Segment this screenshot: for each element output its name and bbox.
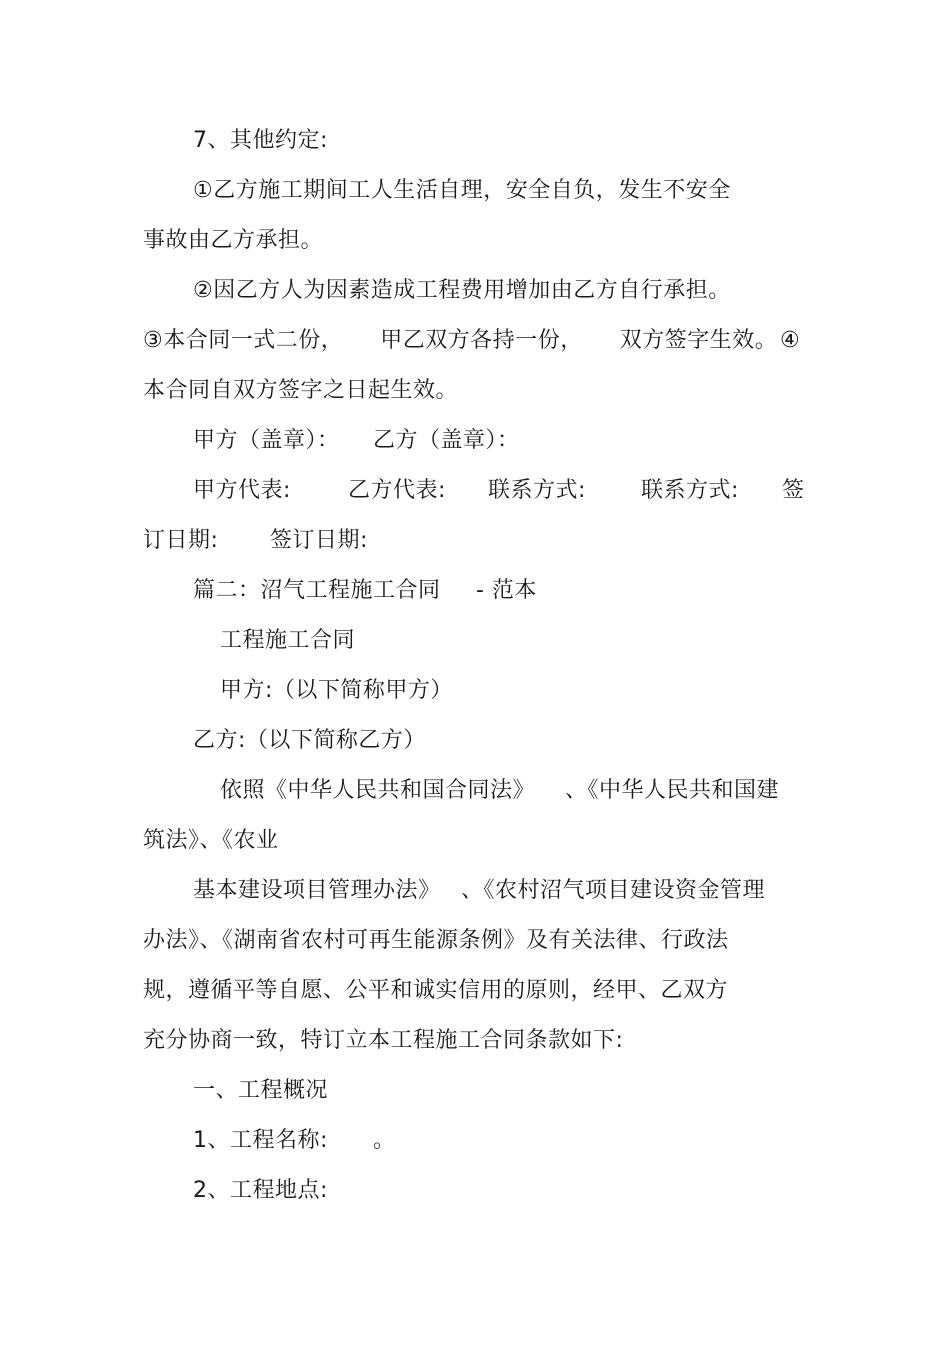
rep-a [193, 477, 291, 505]
contract-title [220, 627, 355, 655]
project-name-label: 1、工程名称: [193, 1128, 328, 1153]
sign-date-a [143, 527, 218, 555]
effective-date-text: 本合同自双方签字之日起生效。 [143, 378, 459, 403]
party-b-seal-label: 乙方（盖章）： [373, 428, 520, 453]
sign-date-b-label: 签订日期: [270, 528, 368, 553]
clause-7-heading [193, 127, 328, 155]
contact-a [488, 477, 586, 505]
clause-7-item-2-text: ②因乙方人为因素造成工程费用增加由乙方自行承担。 [193, 278, 731, 303]
clause-7-item-4-marker [780, 327, 800, 355]
project-name-line [193, 1127, 328, 1155]
sign-date-start [782, 477, 805, 505]
party-b-rep-label: 乙方代表: [348, 478, 446, 503]
clause-7-item-1-line-2 [143, 227, 323, 255]
signature-effective-text: 双方签字生效。 [619, 328, 778, 353]
party-a-text: 甲方:（以下简称甲方） [220, 678, 453, 703]
basis-line-5-text: 规，遵循平等自愿、公平和诚实信用的原则，经甲、乙双方 [143, 978, 729, 1003]
clause-7-item-4-text-line [143, 377, 458, 405]
basis-line-3a-text: 基本建设项目管理办法》 [193, 878, 441, 903]
clause-7-item-1-text-2: 事故由乙方承担。 [143, 228, 324, 253]
party-a-rep-label: 甲方代表: [193, 478, 291, 503]
clause-7-item-3-line [143, 327, 777, 355]
each-holds-text: 甲乙双方各持一份， [380, 328, 583, 353]
party-a-line [220, 677, 453, 705]
section-1-heading [193, 1077, 328, 1105]
basis-line-1b [565, 777, 779, 805]
project-name-end [373, 1127, 396, 1155]
basis-line-6 [143, 1027, 623, 1055]
section-1-heading-text: 一、工程概况 [193, 1078, 329, 1103]
seal-line-b [373, 427, 520, 455]
copies-text: ③本合同一式二份， [143, 328, 344, 353]
basis-line-3b [461, 877, 765, 905]
party-b-text: 乙方:（以下简称乙方） [193, 728, 426, 753]
basis-line-3a [193, 877, 441, 905]
clause-7-item-2 [193, 277, 731, 305]
clause-7-item-1-line-1 [193, 177, 731, 205]
section-2-title-text: 篇二：沼气工程施工合同 [193, 578, 441, 603]
construction-law-text: 、《中华人民共和国建 [565, 778, 780, 803]
contract-title-text: 工程施工合同 [220, 628, 356, 653]
basis-line-6-text: 充分协商一致，特订立本工程施工合同条款如下: [143, 1028, 624, 1053]
contact-b [641, 477, 739, 505]
sign-date-start-text: 签 [782, 478, 805, 503]
basis-line-4-text: 办法》、《湖南省农村可再生能源条例》及有关法律、行政法 [143, 928, 729, 953]
basis-line-3b-text: 、《农村沼气项目建设资金管理 [461, 878, 766, 903]
sign-date-a-label: 订日期: [143, 528, 219, 553]
clause-7-heading-text: 7、其他约定: [193, 128, 328, 153]
basis-line-4 [143, 927, 729, 955]
sign-date-b [270, 527, 368, 555]
section-2-subtitle-text: - 范本 [476, 578, 537, 603]
basis-line-5 [143, 977, 728, 1005]
basis-line-1a [220, 777, 535, 805]
contact-a-label: 联系方式: [488, 478, 586, 503]
project-location-label: 2、工程地点: [193, 1178, 328, 1203]
contract-law-text: 依照《中华人民共和国合同法》 [220, 778, 536, 803]
section-2-title [193, 577, 441, 605]
rep-b [348, 477, 446, 505]
party-a-seal-label: 甲方（盖章）： [193, 428, 340, 453]
project-name-period: 。 [373, 1128, 396, 1153]
party-b-line [193, 727, 426, 755]
contact-b-label: 联系方式: [641, 478, 739, 503]
section-2-subtitle [476, 577, 537, 605]
basis-line-2 [143, 827, 279, 855]
basis-line-2-text: 筑法》、《农业 [143, 828, 279, 853]
clause-7-item-1-text-1: ①乙方施工期间工人生活自理，安全自负，发生不安全 [193, 178, 731, 203]
seal-line [193, 427, 340, 455]
project-location-line [193, 1177, 328, 1205]
item-4-marker-text: ④ [780, 328, 801, 353]
